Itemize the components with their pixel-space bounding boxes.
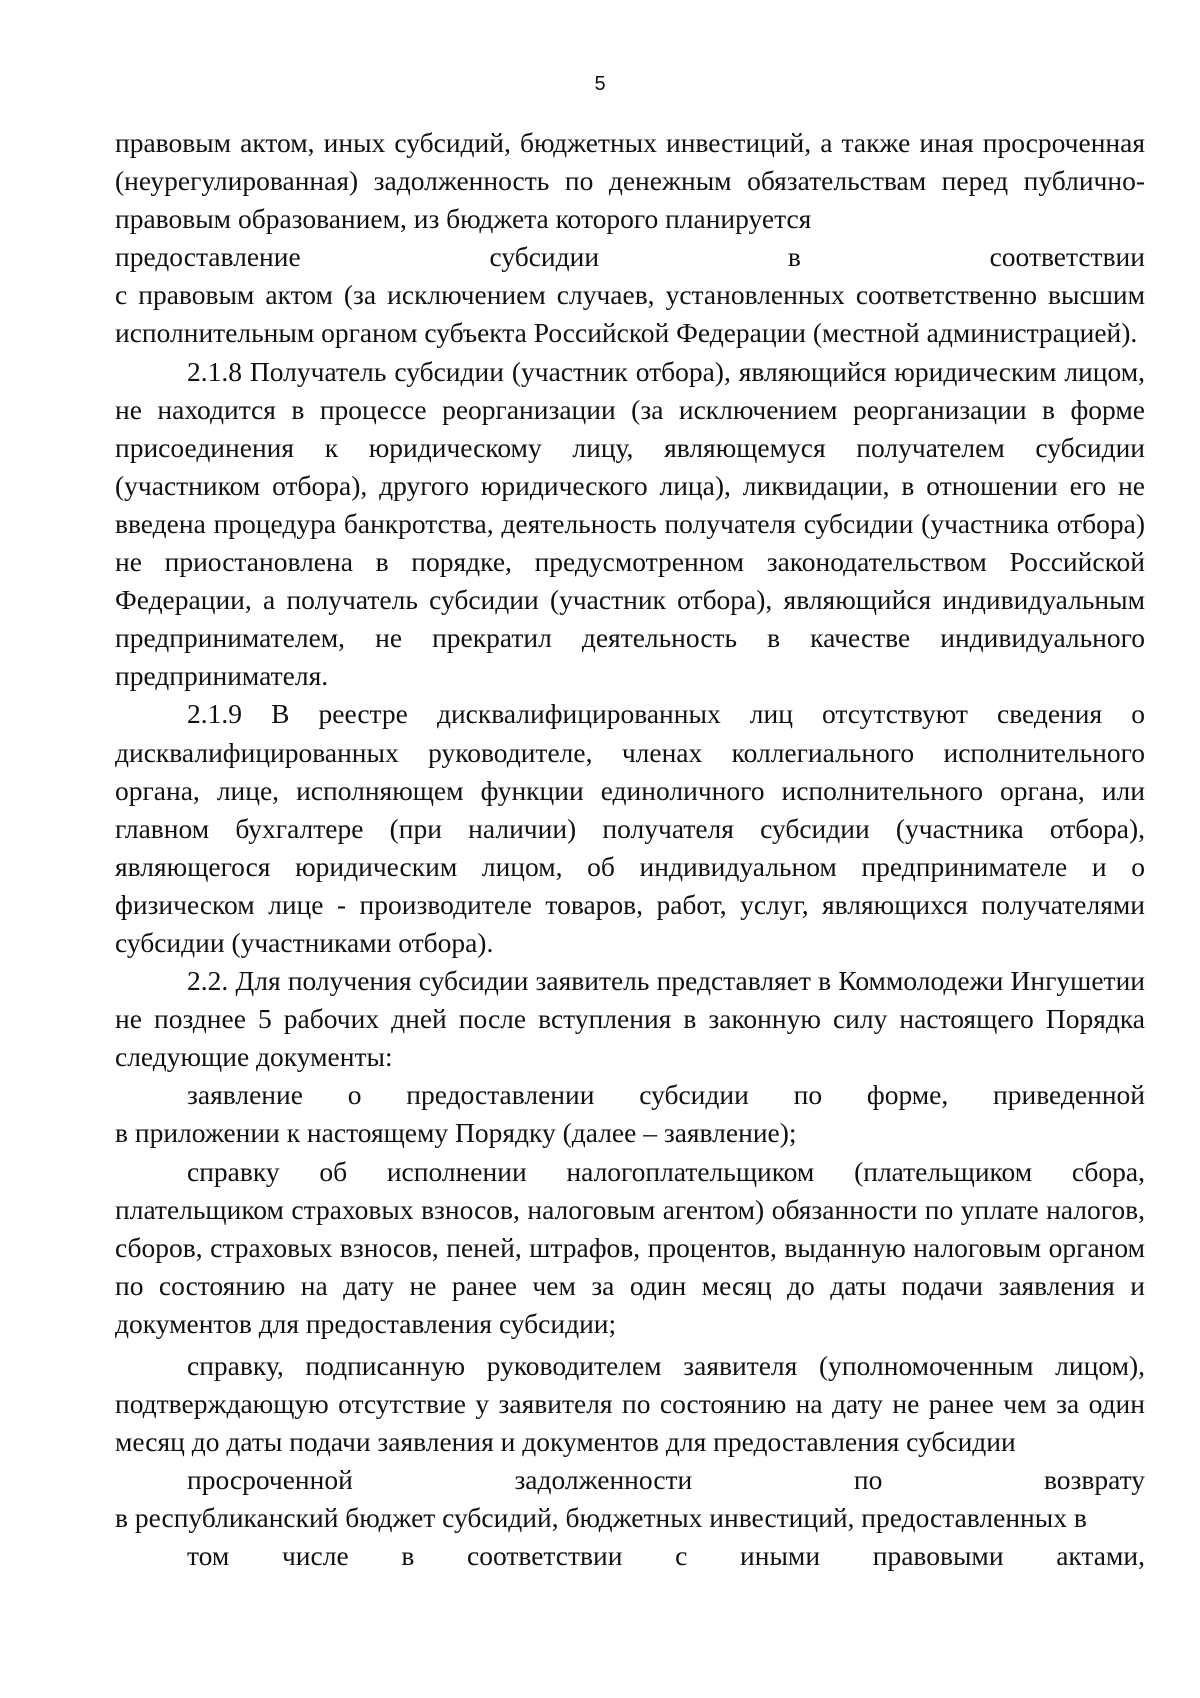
paragraph-line: том числе в соответствии с иными правовыми актами, — [187, 1540, 1145, 1572]
paragraph-application — [115, 1076, 1145, 1114]
paragraph-text: с правовым актом (за исключением случаев, установленных соответственно высшим исполнительным органом субъекта Российской Федерации (местной администрацией). — [115, 279, 1145, 349]
paragraph-2-1-8: 2.1.8 Получатель субсидии (участник отбора), являющийся юридическим лицом, не находится в процессе реорганизации (за исключением реорганизации в форме присоединения к юридическому лицу, являющемуся получателем субсидии (участником отбора), другого юридического лица), ликвидации, в отношении его не введена процедура банкротства, деятельность получателя субсидии (участника отбора) не приостановлена в порядке, предусмотренном законодательством Российской Федерации, а получатель субсидии (участник отбора), являющийся индивидуальным предпринимателем, не прекратил деятельность в качестве индивидуального предпринимателя. — [115, 355, 1145, 692]
paragraph-2-1-9: 2.1.9 В реестре дисквалифицированных лиц отсутствуют сведения о дисквалифицированных руководителе, членах коллегиального исполнительного органа, лице, исполняющем функции единоличного исполнительного органа, или главном бухгалтере (при наличии) получателя субсидии (участника отбора), являющегося юридическим лицом, об индивидуальном предпринимателе и о физическом лице - производителе товаров, работ, услуг, являющихся получателями субсидии (участниками отбора). — [115, 698, 1145, 958]
paragraph-line: предоставление субсидии в соответствии — [115, 241, 1145, 273]
paragraph-line: просроченной задолженности по возврату — [187, 1464, 1145, 1496]
paragraph-line: заявление о предоставлении субсидии по форме, приведенной — [187, 1079, 1145, 1111]
paragraph-application-tail: в приложении к настоящему Порядку (далее – заявление); — [115, 1117, 797, 1149]
document-body — [115, 124, 1145, 1576]
paragraph-text: в республиканский бюджет субсидий, бюджетных инвестиций, предоставленных в — [115, 1502, 1087, 1534]
paragraph-signed-certificate — [115, 1347, 1145, 1576]
paragraph-2-2: 2.2. Для получения субсидии заявитель представляет в Коммолодежи Ингушетии не позднее 5 рабочих дней после вступления в законную силу настоящего Порядка следующие документы: — [115, 965, 1145, 1073]
page-number: 5 — [594, 73, 606, 95]
paragraph-text: справку, подписанную руководителем заявителя (уполномоченным лицом), подтверждающую отсутствие у заявителя по состоянию на дату не ранее чем за один месяц до даты подачи заявления и документов для предоставления субсидии — [115, 1350, 1145, 1458]
paragraph-tax-certificate: справку об исполнении налогоплательщиком (плательщиком сбора, плательщиком страховых взносов, налоговым агентом) обязанности по уплате налогов, сборов, страховых взносов, пеней, штрафов, процентов, выданную налоговым органом по состоянию на дату не ранее чем за один месяц до даты подачи заявления и документов для предоставления субсидии; — [115, 1155, 1145, 1339]
paragraph-text: правовым актом, иных субсидий, бюджетных инвестиций, а также иная просроченная (неурегулированная) задолженность по денежным обязательствам перед публично-правовым образованием, из бюджета которого планируется — [115, 127, 1145, 235]
paragraph-continuation — [115, 124, 1145, 353]
